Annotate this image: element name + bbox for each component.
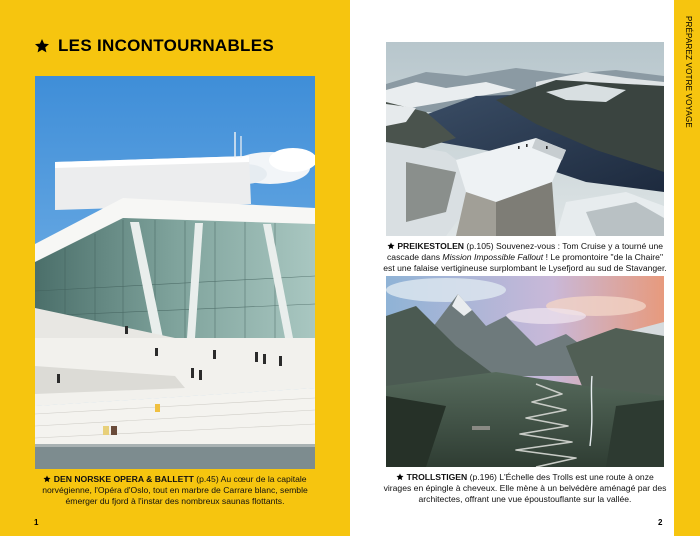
- page-number-right: 2: [658, 518, 663, 527]
- caption-film-title: Mission Impossible Fallout: [442, 252, 544, 262]
- caption-page-ref: (p.105): [466, 241, 494, 251]
- star-icon: [387, 242, 395, 250]
- trollstigen-caption: [382, 472, 668, 505]
- caption-text: Au cœur de la capitale norvégienne, l'Opéra d'Oslo, tout en marbre de Carrare blanc, semble émerger du fjord à l'instar des nombreux saunas flottants.: [42, 474, 308, 506]
- caption-place-name: DEN NORSKE OPERA & BALLETT: [53, 474, 194, 484]
- star-icon: [396, 473, 404, 481]
- page-number-left: 1: [34, 518, 39, 527]
- star-icon: [34, 38, 50, 54]
- caption-page-ref: (p.45): [196, 474, 219, 484]
- preikestolen-photo: [386, 42, 664, 236]
- section-heading: [34, 36, 274, 56]
- opera-photo: [35, 76, 315, 469]
- caption-text: L'Échelle des Trolls est une route à onze virages en épingle à cheveux. Elle mène à un belvédère aménagé par des architectes, offrant une vue époustouflante sur la vallée.: [383, 472, 667, 504]
- opera-caption: [33, 474, 317, 507]
- caption-place-name: TROLLSTIGEN: [406, 472, 468, 482]
- caption-text-part-1: Souvenez-vous : Tom Cruise y a tourné une cascade dans: [387, 241, 664, 262]
- star-icon: [43, 475, 51, 483]
- caption-text-part-2: ! Le promontoire "de la Chaire" est une falaise vertigineuse surplombant le Lysefjord au sud de Stavanger.: [383, 252, 667, 273]
- trollstigen-photo: [386, 276, 664, 467]
- preikestolen-caption: [382, 241, 668, 274]
- page-title: LES INCONTOURNABLES: [58, 36, 275, 55]
- side-tab-label: PRÉPAREZ VOTRE VOYAGE: [684, 16, 693, 128]
- caption-place-name: PREIKESTOLEN: [397, 241, 465, 251]
- caption-page-ref: (p.196): [469, 472, 497, 482]
